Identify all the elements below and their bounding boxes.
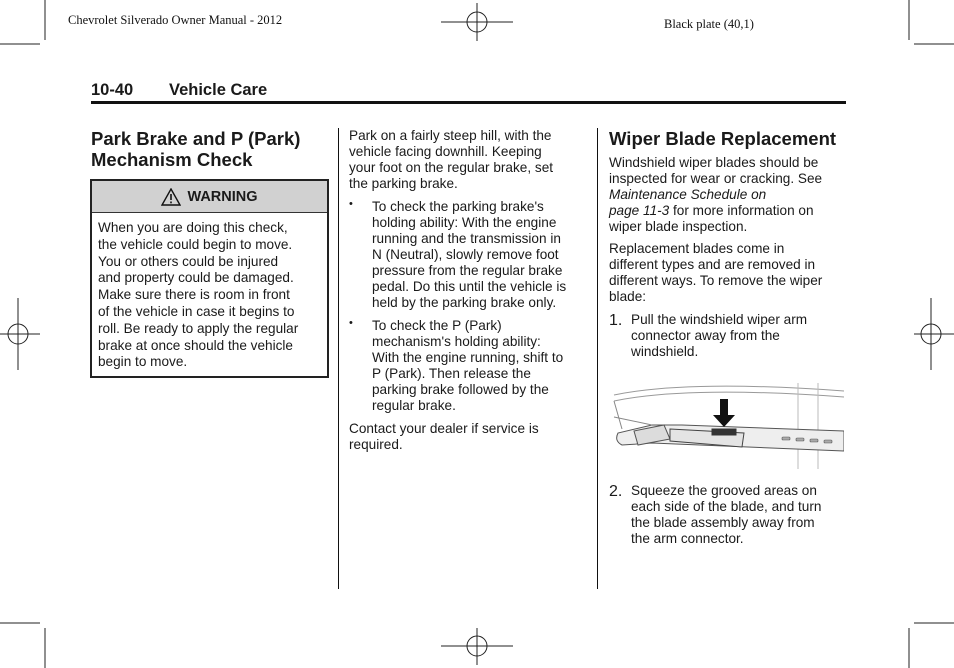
- warning-label: WARNING: [187, 188, 258, 205]
- wiper-inspection-paragraph: Windshield wiper blades should be inspected for wear or cracking. See Maintenance Schedule on page 11-3 for more information on wiper blade inspection.: [609, 155, 823, 234]
- warning-line: You or others could be injured: [98, 253, 279, 269]
- warning-line: Make sure there is room in front: [98, 287, 290, 303]
- column-divider: [597, 128, 598, 589]
- registration-mark-bottom: [441, 628, 513, 665]
- replacement-paragraph: Replacement blades come in different types and are removed in different ways. To remove the wiper blade:: [609, 241, 823, 304]
- section-header: [91, 81, 267, 100]
- wiper-heading: Wiper Blade Replacement: [609, 128, 837, 149]
- bullet-icon: •: [349, 317, 353, 329]
- step-1: 1. Pull the windshield wiper arm connector away from the windshield.: [609, 312, 808, 359]
- heading-line: Park Brake and P (Park): [91, 128, 301, 149]
- page-reference-link[interactable]: page 11-3: [609, 203, 670, 218]
- warning-box: [90, 179, 329, 378]
- column-divider: [338, 128, 339, 589]
- bullet-park-mechanism-check: • To check the P (Park) mechanism's holding ability: With the engine running, shift to P (Park). Then release the parking brake followed by the regular brake.: [349, 317, 564, 413]
- down-arrow-icon: [713, 399, 735, 427]
- step-2: 2. Squeeze the grooved areas on each side of the blade, and turn the blade assembly away from the arm connector.: [609, 483, 822, 546]
- wiper-blade-illustration: [612, 381, 844, 471]
- page-number: 10-40: [91, 81, 134, 99]
- registration-mark-right: [914, 298, 954, 370]
- warning-header: [92, 181, 327, 213]
- step-number: 2.: [609, 483, 623, 500]
- warning-line: the vehicle could begin to move.: [98, 236, 293, 252]
- park-instructions: [349, 128, 585, 453]
- contact-dealer-paragraph: Contact your dealer if service is required.: [349, 421, 539, 452]
- warning-line: brake at once should the vehicle: [98, 337, 293, 353]
- step-2-container: [609, 483, 845, 547]
- black-plate-label: Black plate (40,1): [664, 17, 754, 31]
- warning-triangle-icon: [161, 188, 181, 206]
- park-brake-heading: [91, 128, 331, 170]
- intro-paragraph: Park on a fairly steep hill, with the vehicle facing downhill. Keeping your foot on the regular brake, set the parking brake.: [349, 128, 554, 191]
- registration-mark-top: [441, 3, 513, 41]
- bullet-icon: •: [349, 198, 353, 210]
- warning-line: of the vehicle in case it begins to: [98, 303, 295, 319]
- connector-tab: [712, 429, 736, 435]
- warning-line: When you are doing this check,: [98, 220, 288, 235]
- maintenance-schedule-link[interactable]: Maintenance Schedule on: [609, 187, 767, 202]
- warning-line: begin to move.: [98, 354, 188, 370]
- heading-line: Mechanism Check: [91, 149, 253, 170]
- step-number: 1.: [609, 312, 623, 329]
- warning-text: [92, 213, 327, 371]
- warning-line: roll. Be ready to apply the regular: [98, 320, 299, 336]
- registration-mark-left: [0, 298, 40, 370]
- warning-line: and property could be damaged.: [98, 270, 294, 286]
- section-title: Vehicle Care: [169, 81, 268, 99]
- manual-title: Chevrolet Silverado Owner Manual - 2012: [68, 13, 283, 27]
- header-rule: [91, 101, 846, 104]
- bullet-parking-brake-check: • To check the parking brake's holding ability: With the engine running and the transmission in N (Neutral), slowly remove foot pressure from the regular brake pedal. Do this until the vehicle is held by the parking brake only.: [349, 198, 567, 310]
- wiper-section: [609, 128, 845, 360]
